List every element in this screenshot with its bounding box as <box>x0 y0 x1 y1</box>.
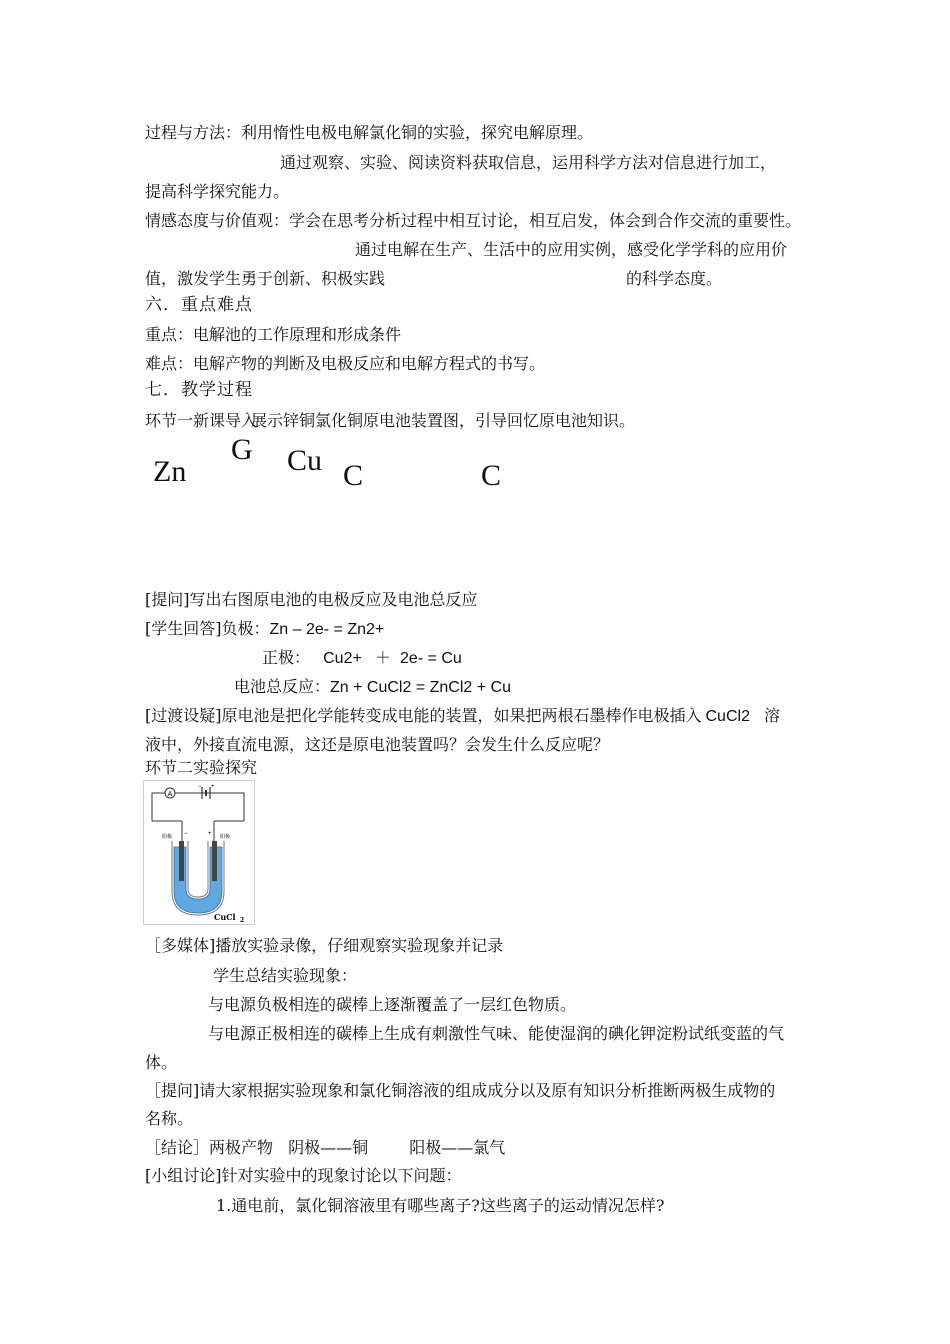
positive-equation-part-b: 2e- = Cu <box>400 650 462 667</box>
carbon-electrode-label-1: C <box>343 459 364 492</box>
transition-question-line <box>145 706 780 727</box>
total-reaction-label: 电池总反应： <box>234 677 331 696</box>
cu-electrode-label: Cu <box>287 444 323 477</box>
group-discussion: [小组讨论]针对实验中的现象讨论以下问题： <box>145 1166 462 1185</box>
galvanometer-label: G <box>231 433 253 466</box>
plus-sign: ＋ <box>374 648 391 667</box>
transition-text-c: 溶 <box>763 706 780 725</box>
conclusion-line <box>145 1138 505 1158</box>
anode-rod <box>212 841 217 881</box>
transition-formula: CuCl2 <box>705 708 750 725</box>
positive-electrode-line <box>262 648 462 669</box>
transition-question-continuation: 液中，外接直流电源，这还是原电池装置吗？会发生什么反应呢？ <box>145 735 610 754</box>
cathode-sign: − <box>184 831 188 837</box>
solution-subscript: 2 <box>240 917 245 924</box>
positive-equation-part-a: Cu2+ <box>323 650 362 667</box>
student-answer-label: [学生回答]负极： <box>145 619 270 638</box>
conclusion-label: ［结论］两极产物 <box>145 1138 274 1157</box>
ammeter-label: A <box>167 791 173 798</box>
student-answer-line <box>145 619 384 640</box>
cathode-rod <box>179 841 184 881</box>
emotion-values-line: 情感态度与价值观：学会在思考分析过程中相互讨论，相互启发，体会到合作交流的重要性。 <box>145 211 802 230</box>
total-reaction-line <box>234 677 511 698</box>
anode-sign: + <box>208 831 212 837</box>
section-6-heading: 六．重点难点 <box>145 295 253 315</box>
question-products: ［提问]请大家根据实验现象和氯化铜溶液的组成成分以及原有知识分析推断两极生成物的 <box>145 1081 776 1100</box>
solution-label: CuCl <box>214 912 236 922</box>
process-method-line <box>145 123 593 143</box>
positive-electrode-label: 正极： <box>262 648 311 667</box>
question-electrode-reactions: [提问]写出右图原电池的电极反应及电池总反应 <box>145 590 478 609</box>
question-products-continuation: 名称。 <box>145 1109 194 1128</box>
carbon-electrode-label-2: C <box>481 459 502 492</box>
battery-plus: + <box>211 784 215 790</box>
anode-product: 阳极——氯气 <box>409 1138 506 1157</box>
key-point: 重点：电解池的工作原理和形成条件 <box>145 325 402 344</box>
multimedia-line: ［多媒体]播放实验录像，仔细观察实验现象并记录 <box>145 936 504 955</box>
step-1-label: 环节一新课导入 <box>145 411 258 430</box>
apparatus-drawing <box>144 781 254 924</box>
u-tube-inner <box>188 841 208 897</box>
difficulty-point: 难点：电解产物的判断及电极反应和电解方程式的书写。 <box>145 354 546 373</box>
summary-line: 学生总结实验现象： <box>213 966 358 985</box>
emotion-values-continuation-2a: 值，激发学生勇于创新、积极实践 <box>145 269 386 288</box>
emotion-values-continuation-2b: 的科学态度。 <box>626 269 723 288</box>
step-1-text: 展示锌铜氯化铜原电池装置图，引导回忆原电池知识。 <box>251 411 636 430</box>
electrolysis-apparatus-figure <box>143 780 255 925</box>
process-method-continuation-2: 提高科学探究能力。 <box>145 182 290 201</box>
anode-label: 阳极 <box>220 834 231 840</box>
transition-text-a: [过渡设疑]原电池是把化学能转变成电能的装置，如果把两根石墨棒作电极插入 <box>145 706 702 725</box>
section-7-heading: 七．教学过程 <box>145 380 253 400</box>
observation-2-continuation: 体。 <box>145 1053 178 1072</box>
step-2-heading: 环节二实验探究 <box>145 758 258 777</box>
step-1-line <box>145 411 635 431</box>
observation-1: 与电源负极相连的碳棒上逐渐覆盖了一层红色物质。 <box>208 995 577 1014</box>
emotion-values-continuation: 通过电解在生产、生活中的应用实例，感受化学学科的应用价 <box>355 240 788 259</box>
process-method-continuation: 通过观察、实验、阅读资料获取信息，运用科学方法对信息进行加工， <box>280 153 777 172</box>
cathode-label: 阴极 <box>162 834 173 840</box>
zn-electrode-label: Zn <box>153 455 187 488</box>
total-reaction-equation: Zn + CuCl2 = ZnCl2 + Cu <box>330 679 511 696</box>
wire <box>152 793 244 821</box>
cathode-product: 阴极——铜 <box>288 1138 369 1157</box>
battery-minus: − <box>198 784 202 790</box>
observation-2: 与电源正极相连的碳棒上生成有刺激性气味、能使湿润的碘化钾淀粉试纸变蓝的气 <box>208 1024 785 1043</box>
process-method-label: 过程与方法： <box>145 123 242 142</box>
negative-electrode-equation: Zn – 2e- = Zn2+ <box>269 621 385 638</box>
process-method-text: 利用惰性电极电解氯化铜的实验，探究电解原理。 <box>241 123 594 142</box>
discussion-question-1: 1.通电前，氯化铜溶液里有哪些离子?这些离子的运动情况怎样? <box>216 1196 665 1215</box>
